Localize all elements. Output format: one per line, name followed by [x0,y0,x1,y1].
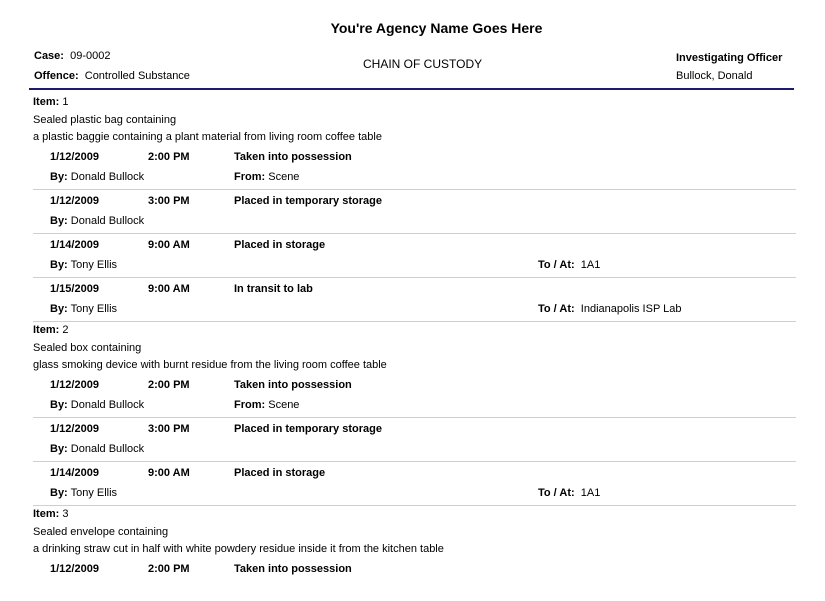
custody-entry [33,558,796,601]
case-label: Case: [34,50,64,62]
entry-by [50,302,117,316]
entry-time: 9:00 AM [148,239,190,251]
item-description: a plastic baggie containing a plant material from living room coffee table [33,131,382,143]
entry-from-value: Scene [268,171,300,183]
to-at-label: To / At: [538,303,575,315]
entry-from [234,398,299,412]
entry-date: 1/14/2009 [50,467,99,479]
entry-event-row [33,194,796,208]
entry-time: 2:00 PM [148,151,190,163]
entry-from-value: Scene [268,399,300,411]
entry-from [234,170,299,184]
entry-by [50,486,117,500]
by-label: By: [50,399,68,411]
entry-to [538,258,600,272]
entry-event-row [33,150,796,164]
custody-entry [33,462,796,506]
entry-by-name: Donald Bullock [70,399,145,411]
custody-entry [33,278,796,322]
agency-name: You're Agency Name Goes Here [330,20,543,36]
custody-entry [33,190,796,234]
entry-action: Placed in temporary storage [234,423,382,435]
entry-detail-row [33,486,796,500]
entry-time: 2:00 PM [148,563,190,575]
entry-detail-row [33,442,796,456]
entry-to-value: 1A1 [580,487,601,499]
custody-entry [33,234,796,278]
entry-by [50,442,144,456]
item-container: Sealed envelope containing [33,526,169,538]
to-at-label: To / At: [538,259,575,271]
to-at-label: To / At: [538,487,575,499]
entry-event-row [33,466,796,480]
case-info [34,46,190,86]
by-label: By: [50,171,68,183]
entry-date: 1/12/2009 [50,379,99,391]
by-label: By: [50,215,68,227]
entry-action: Placed in temporary storage [234,195,382,207]
evidence-item [33,95,796,322]
entry-date: 1/12/2009 [50,151,99,163]
custody-entry [33,418,796,462]
entry-action: In transit to lab [234,283,313,295]
custody-list [33,94,796,601]
entry-date: 1/12/2009 [50,195,99,207]
entry-by-name: Tony Ellis [70,259,118,271]
entry-to [538,302,682,316]
item-description: glass smoking device with burnt residue from the living room coffee table [33,359,387,371]
item-container: Sealed box containing [33,342,142,354]
evidence-item [33,507,796,601]
from-label: From: [234,171,266,183]
entry-detail-row [33,170,796,184]
item-heading [33,95,796,109]
entry-action: Taken into possession [234,563,352,575]
entry-date: 1/12/2009 [50,423,99,435]
offence-label: Offence: [34,70,79,82]
entry-by [50,258,117,272]
item-heading [33,323,796,337]
entry-detail-row [33,302,796,316]
entry-time: 3:00 PM [148,195,190,207]
entry-action: Placed in storage [234,467,326,479]
entry-event-row [33,562,796,576]
entry-time: 2:00 PM [148,379,190,391]
item-number: 1 [62,96,69,108]
from-label: From: [234,399,266,411]
entry-action: Taken into possession [234,151,352,163]
item-number: 3 [62,508,69,520]
entry-by-name: Donald Bullock [70,171,145,183]
entry-to-value: 1A1 [580,259,601,271]
entry-event-row [33,282,796,296]
entry-event-row [33,378,796,392]
entry-event-row [33,422,796,436]
entry-by [50,214,144,228]
item-label: Item: [33,96,60,108]
entry-detail-row [33,258,796,272]
item-label: Item: [33,508,60,520]
officer-label: Investigating Officer [676,52,783,64]
entry-event-row [33,238,796,252]
item-container: Sealed plastic bag containing [33,114,177,126]
item-number: 2 [62,324,69,336]
entry-detail-row [33,398,796,412]
officer-info [676,49,782,85]
entry-date: 1/15/2009 [50,283,99,295]
entry-detail-row [33,214,796,228]
entry-action: Placed in storage [234,239,326,251]
entry-action: Taken into possession [234,379,352,391]
item-heading [33,507,796,521]
entry-by-name: Donald Bullock [70,215,145,227]
item-description: a drinking straw cut in half with white powdery residue inside it from the kitchen table [33,543,444,555]
officer-name: Bullock, Donald [676,70,753,82]
evidence-item [33,323,796,506]
by-label: By: [50,259,68,271]
custody-entry [33,374,796,418]
entry-time: 3:00 PM [148,423,190,435]
entry-time: 9:00 AM [148,467,190,479]
by-label: By: [50,303,68,315]
entry-by [50,170,144,184]
case-number: 09-0002 [70,50,111,62]
offence-value: Controlled Substance [84,70,190,82]
item-label: Item: [33,324,60,336]
entry-date: 1/12/2009 [50,563,99,575]
entry-date: 1/14/2009 [50,239,99,251]
header-divider [29,88,794,90]
custody-entry [33,146,796,190]
by-label: By: [50,443,68,455]
entry-to [538,486,600,500]
by-label: By: [50,487,68,499]
entry-time: 9:00 AM [148,283,190,295]
report-title: CHAIN OF CUSTODY [363,57,483,71]
entry-by-name: Donald Bullock [70,443,145,455]
entry-by [50,398,144,412]
entry-to-value: Indianapolis ISP Lab [580,303,682,315]
entry-by-name: Tony Ellis [70,303,118,315]
entry-by-name: Tony Ellis [70,487,118,499]
